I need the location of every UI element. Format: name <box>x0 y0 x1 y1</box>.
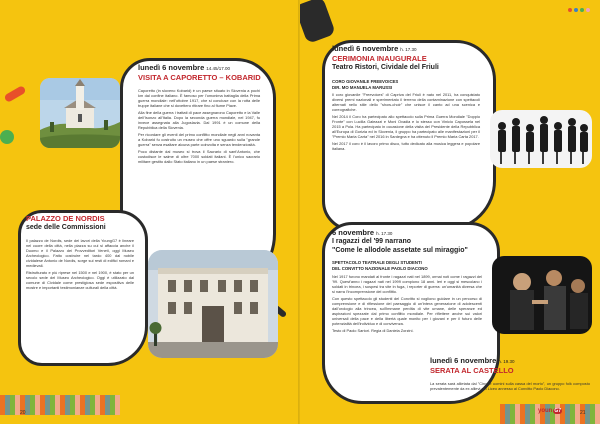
theater-photo <box>492 256 592 334</box>
decorative-ribbon <box>3 85 26 103</box>
ragazzi-spectacle-heading: SPETTACOLO TEATRALE DEGLI STUDENTI DEL CONVITTO NAZIONALE PAOLO DIACONO <box>332 260 428 271</box>
palazzo-title: PALAZZO DE NORDIS <box>26 214 105 223</box>
caporetto-photo <box>40 78 120 148</box>
palazzo-text: Il palazzo de Nordis, sede dei lavori della YoungG7 è lineare nel cuore della città, nella piazza su cui si affaccia anche il Duomo e il Palazzo dei Provveditori Veneti, oggi Museo Archeologico. Fatto costruire nel tardo 400 dal nobile cividalese Antonio de Nordis, sorge sui resti di edifici romani e medievali. Ristrutturato e più riprese nel 1500 e nel 1900, è stato per un secolo sede del Museo Archeologico. Oggi è utilizzato dal comune di Cividale come prestigiosa sede espositiva delle mostre e importanti testimonianze culturali della città. <box>26 238 134 290</box>
right-page <box>300 0 600 424</box>
decorative-ribbon <box>300 0 336 44</box>
palazzo-subtitle: sede delle Commissioni <box>26 224 106 231</box>
choir-photo <box>490 110 592 168</box>
choir-heading: CORO GIOVANILE FREEVOICES DIR. MO MANUELA MARUSSI <box>332 79 399 90</box>
palazzo-photo <box>148 250 278 358</box>
ragazzi-title-line1: I ragazzi del '99 narrano <box>332 238 412 245</box>
caporetto-date: lunedì 6 novembre 14.45/17.00 <box>138 63 231 72</box>
ragazzi-title-line2: "Come le allodole assetate sul miraggio" <box>332 247 468 254</box>
page-number-right: 21 <box>580 410 586 416</box>
cerimonia-subtitle: Teatro Ristori, Cividale del Friuli <box>332 64 439 71</box>
serata-date: lunedì 6 novembre h. 19.30 <box>430 356 515 365</box>
serata-text: La serata sarà allietata dal "Cinque uomini sulla cassa del morto", un gruppo folk composto prevalentemente da ex allievi del Liceo annesso al Convitto Paolo Diacono. <box>430 381 590 391</box>
cerimonia-text: Il coro giovanile "Freevoices" di Capriva del Friuli è nato nel 2011, ha conquistato diversi premi nazionali e sperimentato il terreno della contaminazione con spettacoli alternati nello stile dello "show-choir" che unisce il canto ad una scenica e coreografiche. Nel 2014 il Coro ha partecipato allo spettacolo sulla Prima Guerra Mondiale "Doppio Fronte" con Lucilla Galeazzi e Moni Ovadia e lo stesso con Vinicio Capossela nel 2015 a Pola. Ha partecipato in occasione della visita del Presidente della Repubblica all'Europa di Gorizia ed in Slovenia, il gruppo ha partecipato alle manifestazioni per il "Premio Maria Carta" nel 2016 in Sardegna e ha ottenuto il Premio Maria Carta 2017. Nel 2017 il coro è il lavoro primo disco, tutto dedicato alla musica leggera e popolare italiana. <box>332 92 480 151</box>
page-number-left: 20 <box>20 410 26 416</box>
decorative-ribbon <box>0 395 120 415</box>
decorative-dots <box>568 8 590 12</box>
decorative-ribbon <box>0 130 14 144</box>
younggg-logo: youn G7 <box>538 408 562 414</box>
ragazzi-text: Nel 1917 furono mandati al fronte i ragazzi nati nel 1899, ormai noti come i ragazzi del '99. Quest'anno i ragazzi nati nel 1999 compiono 18 anni. Ieri e oggi si mescolano i soldati in trincea, i sospesi tra vite in fuga, i reporter di guerra: un'umanità diversa che si narra l'incomprensione del conflitto. Con questo spettacolo gli studenti del Convitto si vogliono guidare in un percorso di comprensione e di riflessione del paesaggio di un'intera generazione di adolescenti dall'orologio alla trincea, sull'immane perdita di vite umane, delle speranze ed aspirazioni spezzate dal primo conflitto mondiale. Per riflettere anche sui valori universali della pace e della libertà quale monito per i giovani e per il futuro delle potenzialità dell'individuo e di convivenza. Testo di Paolo Sartori. Regia di Daniela Zorzini. <box>332 274 482 333</box>
caporetto-title: VISITA A CAPORETTO – KOBARID <box>138 73 261 82</box>
ragazzi-date: 6 novembre h. 17.30 <box>332 228 393 237</box>
cerimonia-title: CERIMONIA INAUGURALE <box>332 54 427 63</box>
serata-title: SERATA AL CASTELLO <box>430 366 514 375</box>
cerimonia-date: lunedì 6 novembre h. 17.30 <box>332 44 417 53</box>
caporetto-text: Caporetto (in sloveno Kobarid) è un paese situato in Slovenia a pochi km dal confine italiano. È famoso per l'omonima battaglia della Prima guerra mondiale: nell'ottobre 1917, che si concluse con la rotta delle truppe italiane che si dovettero ritirare fino al fiume Piave. Alla fine della guerra i trattati di pace assegnarono Caporetto e la Valle dell'Isonzo all'Italia. Dopo la seconda guerra mondiale, nel 1947, fu invece assegnata alla Jugoslavia. Dal 1991 è un comune della Repubblica della Slovenia. Per ricordare gli eventi del primo conflitto mondiale negli anni novanta a Kobarid fu costruito un museo che offre uno sguardo sulla "grande guerra" senza esaltare alcuna parte coinvolta e senza tendenziosità. Poco distante dal museo si trova il Sacrario di sant'Antonio, che custodisce le salme di oltre 7000 soldati italiani. È l'unico sacrario militare gestito dallo Stato italiano in un paese straniero. <box>138 88 260 164</box>
